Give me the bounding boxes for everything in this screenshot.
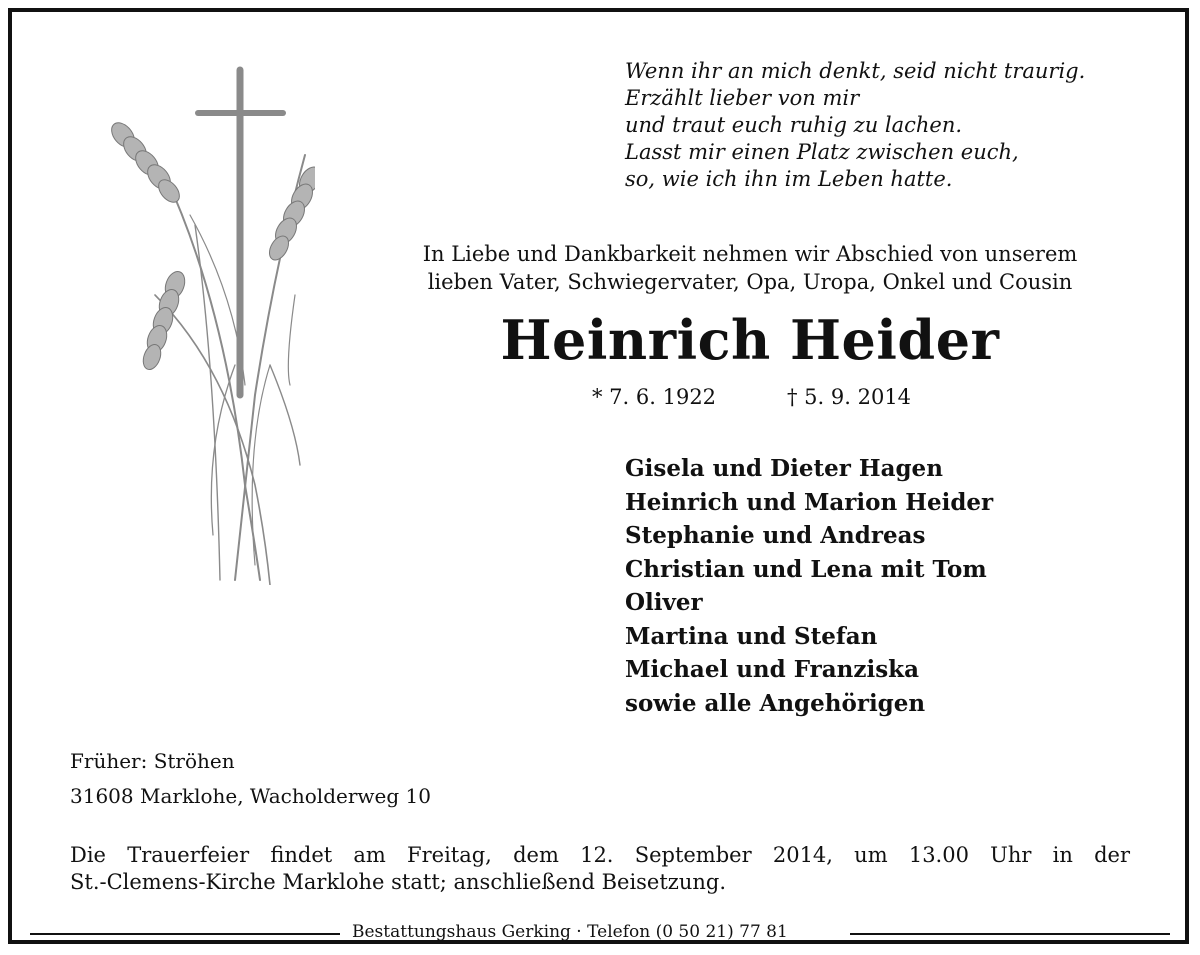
footer-rule-right [850,933,1170,935]
mourners-list [625,452,993,720]
mourner-entry: Oliver [625,589,703,616]
poem-line: so, wie ich ihn im Leben hatte. [625,167,953,191]
address-block [70,744,431,814]
mourner-entry: Christian und Lena mit Tom [625,555,987,583]
poem-line: und traut euch ruhig zu lachen. [625,113,963,137]
ceremony-word: in [1052,843,1073,867]
intro-line-2: lieben Vater, Schwiegervater, Opa, Uropa, Onkel und Cousin [427,270,1073,294]
deceased-name: Heinrich Heider [500,308,1000,372]
former-residence: Früher: Ströhen [70,749,235,773]
memorial-poem [625,58,1085,193]
poem-line: Erzählt lieber von mir [625,86,860,110]
mourner-entry: Michael und Franziska [625,656,919,683]
intro-line-1: In Liebe und Dankbarkeit nehmen wir Abschied von unserem [422,242,1078,266]
poem-line: Lasst mir einen Platz zwischen euch, [625,140,1019,164]
mourner-entry: Heinrich und Marion Heider [625,488,994,516]
footer-rule-left [30,933,340,935]
ceremony-word: 2014, [772,843,833,867]
death-date: † 5. 9. 2014 [787,385,912,409]
ceremony-word: um [854,843,888,867]
ceremony-line-2: St.-Clemens-Kirche Marklohe statt; anschließend Beisetzung. [70,870,727,894]
ceremony-word: der [1094,843,1130,867]
current-address: 31608 Marklohe, Wacholderweg 10 [70,784,431,808]
funeral-home-contact: Bestattungshaus Gerking · Telefon (0 50 21) 77 81 [352,922,788,942]
ceremony-word: dem [513,843,559,867]
mourner-entry: Stephanie und Andreas [625,522,926,549]
ceremony-word: am [353,843,386,867]
farewell-intro [360,240,1140,296]
ceremony-word: Die [70,843,106,867]
funeral-home-footer [30,920,1170,944]
ceremony-word: September [634,843,752,867]
ceremony-word: findet [270,843,333,867]
mourner-entry: Martina und Stefan [625,622,878,650]
ceremony-word: Freitag, [407,843,492,867]
ceremony-word: Uhr [990,843,1032,867]
cross-with-wheat-icon [95,65,315,585]
ceremony-word: Trauerfeier [127,843,250,867]
birth-date: * 7. 6. 1922 [592,385,717,409]
ceremony-word: 12. [580,843,614,867]
ceremony-word: 13.00 [908,843,969,867]
mourner-entry: sowie alle Angehörigen [625,689,926,717]
ceremony-line-1 [70,842,1130,869]
poem-line: Wenn ihr an mich denkt, seid nicht traurig. [625,59,1086,83]
mourner-entry: Gisela und Dieter Hagen [625,455,943,482]
ceremony-notice [70,842,1130,896]
